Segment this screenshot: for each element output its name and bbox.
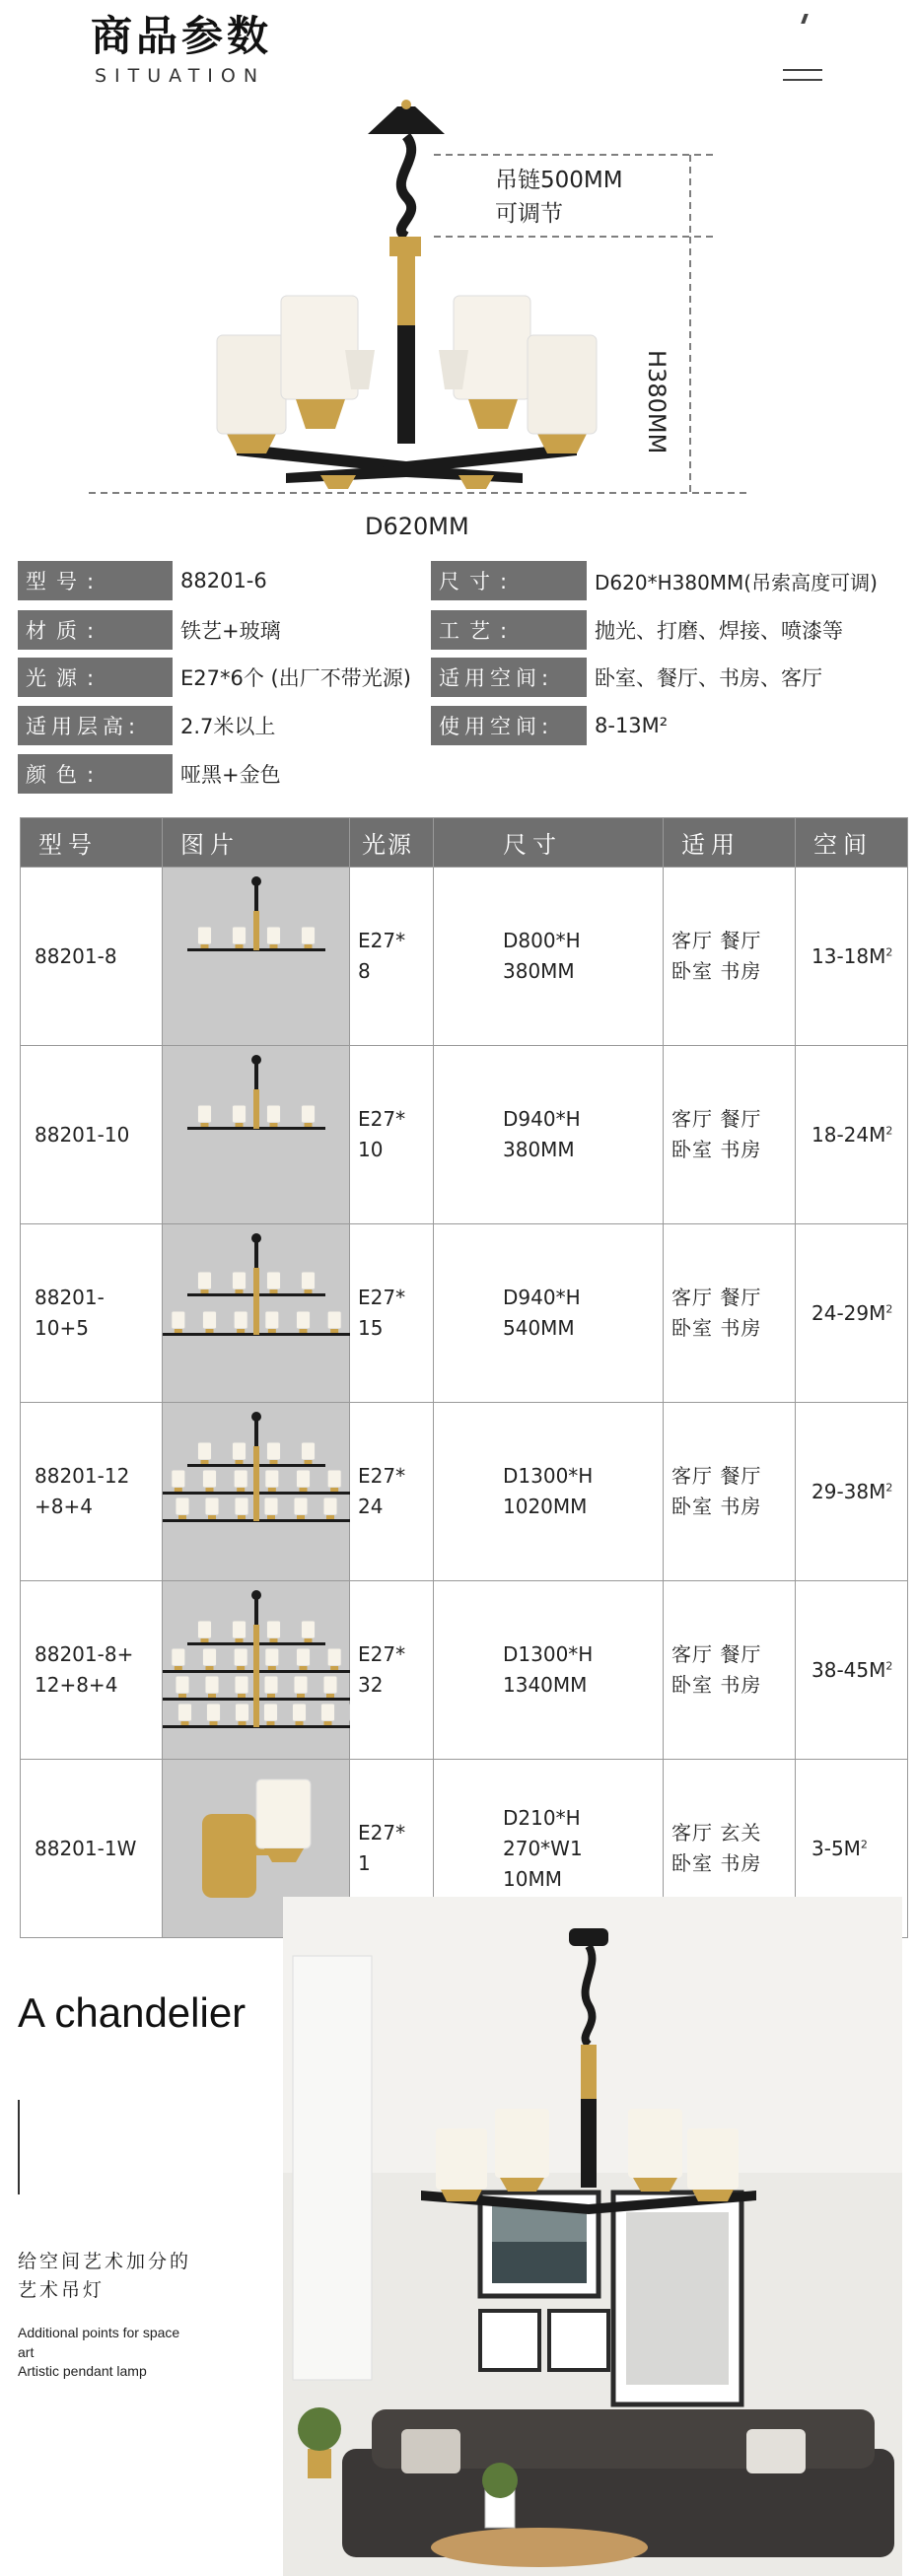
model-line: 88201-8 [35,943,117,968]
use-line-1: 客厅 餐厅 [671,1464,762,1488]
spec-label-process: 工艺: [431,610,587,650]
product-table [20,817,908,1938]
use-line-1: 客厅 玄关 [671,1821,762,1845]
spec-label-size: 尺寸: [431,561,587,600]
shade-holder [305,1123,313,1127]
table-header-row [21,818,908,868]
lamp-shade [176,1497,189,1515]
product-thumbnail [163,868,350,1036]
cell-size [434,1581,664,1760]
cell-light [350,1046,434,1224]
promo-english-text [18,2324,179,2382]
use-line-2: 卧室 书房 [671,959,762,983]
lamp-shade [302,1272,316,1289]
lamp-shade [321,1704,335,1721]
lamp-shade [265,1311,279,1329]
lamp-shade [302,1442,316,1460]
table-row [21,1046,908,1224]
lamp-shade [323,1497,337,1515]
lamp-shade [267,1272,281,1289]
shade-holder [324,1721,332,1725]
shade-holder [201,944,209,948]
lamp-shade [265,1648,279,1666]
shade-holder [297,1694,305,1698]
shade-holder [305,1289,313,1293]
spec-label-material: 材质: [18,610,173,650]
shade-holder [330,1329,338,1333]
shade-holder [236,1123,244,1127]
lamp-shade [327,1311,341,1329]
lamp-shade [198,1105,212,1123]
lamp-shade [203,1648,217,1666]
spec-label-model: 型号: [18,561,173,600]
room-scene-photo [283,1897,902,2576]
size-line-1: D940*H [503,1107,581,1131]
shade-holder [208,1694,216,1698]
promo-divider [18,2100,20,2194]
shade-holder [201,1289,209,1293]
spec-value-color: 哑黑+金色 [180,763,281,787]
lamp-shade [327,1470,341,1488]
shade-holder [267,1515,275,1519]
light-line-1: E27* [358,929,406,952]
shade-holder [175,1488,182,1492]
shade-holder [330,1666,338,1670]
lamp-shade [265,1470,279,1488]
cell-space: $18-24M^2$ [796,1046,908,1224]
spec-value-process: 抛光、打磨、焊接、喷漆等 [595,619,843,643]
shade-holder [270,1289,278,1293]
shade-holder [237,1488,245,1492]
light-line-2: 1 [358,1851,371,1875]
lamp-shade [264,1497,278,1515]
chain-length-label: 吊链500MM [495,168,623,193]
cell-size [434,1046,664,1224]
shade-holder [300,1666,308,1670]
chain-adjust-label: 可调节 [495,201,563,227]
superscript: 2 [860,1837,868,1850]
menu-icon[interactable] [783,20,822,89]
cell-space: $24-29M^2$ [796,1224,908,1403]
lamp-shade [205,1676,219,1694]
lamp-shade [233,1621,247,1638]
center-rod [253,1268,259,1335]
lamp-shade [302,1105,316,1123]
model-line: 88201-1W [35,1836,137,1860]
cell-model [21,1581,163,1760]
cell-size [434,1224,664,1403]
cell-use [664,1403,796,1581]
shade-holder [201,1123,209,1127]
lamp-shade [236,1704,249,1721]
light-line-1: E27* [358,1821,406,1845]
use-line-1: 客厅 餐厅 [671,1642,762,1666]
size-line-1: D1300*H [503,1642,594,1666]
height-label: H380MM [643,350,670,454]
lamp-shade [176,1676,189,1694]
size-line-2: 380MM [503,959,575,983]
lamp-shade [294,1676,308,1694]
cell-use [664,1581,796,1760]
use-line-2: 卧室 书房 [671,1138,762,1161]
spec-value-space: 卧室、餐厅、书房、客厅 [595,666,822,690]
light-line-2: 24 [358,1495,384,1518]
promo-chinese-text [18,2248,191,2306]
lamp-shade [264,1676,278,1694]
cell-light [350,1403,434,1581]
model-line: 12+8+4 [35,1673,118,1697]
cell-space: $13-18M^2$ [796,868,908,1046]
light-line-1: E27* [358,1107,406,1131]
use-line-1: 客厅 餐厅 [671,1286,762,1309]
lamp-shade [198,1621,212,1638]
cell-model [21,1224,163,1403]
shade-holder [236,944,244,948]
shade-holder [210,1721,218,1725]
cell-image [163,1403,350,1581]
use-line-1: 客厅 餐厅 [671,1107,762,1131]
chain [254,1238,258,1268]
cell-image [163,1224,350,1403]
shade-holder [267,1694,275,1698]
lamp-shade [234,1648,247,1666]
promo-en-line-1: Additional points for space [18,2325,180,2340]
lamp-shade [198,1272,212,1289]
model-line: 88201-12 [35,1464,130,1488]
lamp-shade [350,1704,351,1721]
product-thumbnail [163,1403,350,1571]
promo-en-line-3: Artistic pendant lamp [18,2363,147,2380]
spec-label-space: 适用空间: [431,658,587,697]
size-line-2: 380MM [503,1138,575,1161]
center-rod [253,1446,259,1521]
cell-use [664,1224,796,1403]
lamp-shade [235,1497,248,1515]
shade-holder [208,1515,216,1519]
product-thumbnail [163,1224,350,1393]
diameter-label: D620MM [365,513,469,540]
use-line-1: 客厅 餐厅 [671,929,762,952]
shade-holder [178,1694,186,1698]
lamp-shade [267,1442,281,1460]
cell-size [434,868,664,1046]
shade-holder [326,1515,334,1519]
lamp-shade [267,1621,281,1638]
shade-holder [305,1460,313,1464]
center-rod [253,1089,259,1129]
shade-holder [267,1721,275,1725]
superscript: 2 [885,1658,893,1672]
model-line: 88201-10 [35,1122,130,1147]
cell-light [350,1224,434,1403]
lamp-shade [203,1470,217,1488]
table-row [21,1581,908,1760]
size-line-2: 1340MM [503,1673,588,1697]
cell-space: $29-38M^2$ [796,1403,908,1581]
size-line-1: D800*H [503,929,581,952]
page-subtitle: SITUATION [95,65,266,87]
size-line-2: 10MM [503,1866,562,1891]
col-header-space: 空间 [796,818,908,868]
lamp-shade [234,1311,247,1329]
lamp-shade [203,1311,217,1329]
cell-image [163,1046,350,1224]
cell-use [664,868,796,1046]
lamp-shade [163,1704,164,1721]
shade-holder [270,944,278,948]
use-line-2: 卧室 书房 [671,1851,762,1875]
light-line-2: 15 [358,1316,384,1340]
shade-holder [236,1460,244,1464]
shade-holder [305,1638,313,1642]
lamp-shade [198,1442,212,1460]
lamp-shade [256,1779,311,1848]
shade-holder [175,1666,182,1670]
center-rod [253,911,259,950]
light-line-2: 10 [358,1138,384,1161]
cell-space: $38-45M^2$ [796,1581,908,1760]
shade-holder [270,1460,278,1464]
shade-holder [237,1666,245,1670]
promo-title: A chandelier [18,1989,247,2036]
size-line-1: D1300*H [503,1464,594,1488]
superscript: 2 [885,944,893,958]
promo-cn-line-1: 给空间艺术加分的 [18,2251,192,2272]
shade-holder [270,1123,278,1127]
lamp-shade [267,1105,281,1123]
col-header-size: 尺寸 [434,818,664,868]
shade-holder [264,1848,304,1862]
spec-value-material: 铁艺+玻璃 [180,619,281,643]
chain [254,1417,258,1446]
cell-use [664,1046,796,1224]
wall-plate [202,1814,256,1898]
light-line-1: E27* [358,1464,406,1488]
lamp-shade [302,1621,316,1638]
superscript: 2 [885,1301,893,1315]
cell-light [350,868,434,1046]
lamp-shade [297,1311,311,1329]
light-line-1: E27* [358,1642,406,1666]
lamp-shade [235,1676,248,1694]
shade-holder [268,1488,276,1492]
shade-holder [238,1515,246,1519]
cell-model [21,1403,163,1581]
shade-holder [297,1515,305,1519]
shade-holder [268,1666,276,1670]
lamp-shade [172,1470,185,1488]
spec-label-area: 使用空间: [431,706,587,745]
lamp-shade [233,1105,247,1123]
use-line-2: 卧室 书房 [671,1495,762,1518]
promo-cn-line-2: 艺术吊灯 [18,2279,106,2302]
lamp-shade [323,1676,337,1694]
lamp-shade [205,1497,219,1515]
shade-holder [206,1488,214,1492]
col-header-use: 适用 [664,818,796,868]
center-rod [253,1625,259,1727]
lamp-shade [233,1272,247,1289]
cell-light [350,1581,434,1760]
shade-holder [206,1329,214,1333]
cell-model [21,1760,163,1938]
lamp-shade [172,1311,185,1329]
shade-holder [238,1694,246,1698]
shade-holder [270,1638,278,1642]
shade-holder [236,1638,244,1642]
product-thumbnail [163,1581,350,1750]
spec-label-color: 颜色: [18,754,173,794]
cell-image [163,1581,350,1760]
model-line: +8+4 [35,1495,93,1518]
cell-model [21,868,163,1046]
spec-value-area: 8-13M² [595,714,669,737]
lamp-shade [198,927,212,944]
model-line: 88201-10+5 [35,1286,105,1340]
size-line-1: D940*H [503,1286,581,1309]
cell-image [163,868,350,1046]
lamp-shade [207,1704,221,1721]
lamp-shade [302,927,316,944]
shade-holder [268,1329,276,1333]
chain [254,881,258,911]
lamp-shade [267,927,281,944]
spec-value-model: 88201-6 [180,569,267,592]
shade-holder [296,1721,304,1725]
lamp-shade [327,1648,341,1666]
col-header-image: 图片 [163,818,350,868]
cell-space: $3-5M^2$ [796,1760,908,1938]
product-thumbnail [163,1046,350,1215]
lamp-shade [233,927,247,944]
cell-size [434,1403,664,1581]
light-line-2: 32 [358,1673,384,1697]
lamp-shade [178,1704,192,1721]
spec-label-light: 光源: [18,658,173,697]
spec-value-floor: 2.7米以上 [180,715,276,738]
shade-holder [239,1721,247,1725]
lamp-shade [172,1648,185,1666]
shade-holder [300,1488,308,1492]
shade-holder [305,944,313,948]
size-line-2: 540MM [503,1316,575,1340]
spec-value-light: E27*6个 (出厂不带光源) [180,666,411,690]
shade-holder [236,1289,244,1293]
size-line-2: 1020MM [503,1495,588,1518]
table-row [21,868,908,1046]
model-line: 88201-8+ [35,1642,134,1666]
shade-holder [300,1329,308,1333]
table-row [21,1224,908,1403]
shade-holder [175,1329,182,1333]
shade-holder [178,1515,186,1519]
use-line-2: 卧室 书房 [671,1673,762,1697]
table-row [21,1403,908,1581]
lamp-shade [264,1704,278,1721]
light-line-2: 8 [358,959,371,983]
col-header-model: 型号 [21,818,163,868]
col-header-light: 光源 [350,818,434,868]
cell-model [21,1046,163,1224]
use-line-2: 卧室 书房 [671,1316,762,1340]
lamp-shade [234,1470,247,1488]
shade-holder [326,1694,334,1698]
spec-label-floor: 适用层高: [18,706,173,745]
lamp-shade [293,1704,307,1721]
lamp-shade [297,1470,311,1488]
superscript: 2 [885,1123,893,1137]
size-line-1: D210*H 270*W1 [503,1805,583,1860]
superscript: 2 [885,1480,893,1494]
shade-holder [206,1666,214,1670]
shade-holder [201,1638,209,1642]
shade-holder [330,1488,338,1492]
page-title: 商品参数 [91,12,273,60]
shade-holder [181,1721,189,1725]
light-line-1: E27* [358,1286,406,1309]
lamp-shade [294,1497,308,1515]
chain [254,1595,258,1625]
shade-holder [201,1460,209,1464]
lamp-shade [297,1648,311,1666]
chain [254,1060,258,1089]
promo-en-line-2: art [18,2343,35,2360]
shade-holder [237,1329,245,1333]
spec-value-size: D620*H380MM(吊索高度可调) [595,570,878,594]
lamp-shade [233,1442,247,1460]
